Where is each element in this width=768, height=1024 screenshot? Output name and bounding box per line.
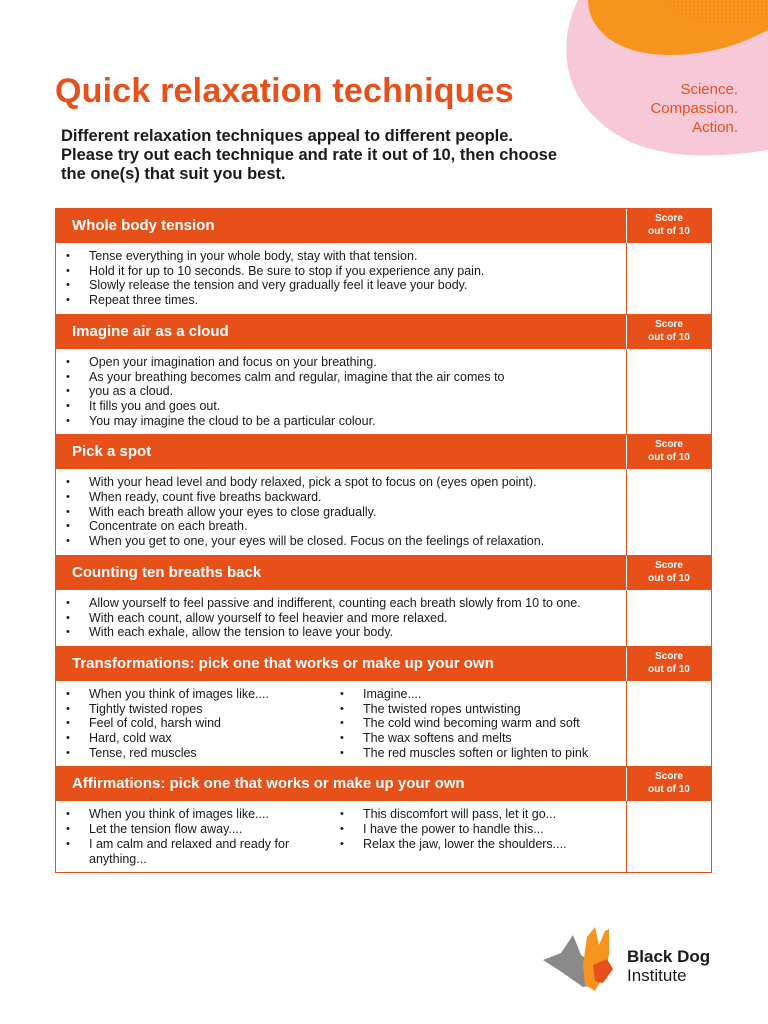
bullet-item: • Concentrate on each breath. — [66, 519, 544, 534]
score-label-line: out of 10 — [648, 331, 690, 343]
score-label-line: Score — [655, 439, 683, 451]
bullet-item: • With your head level and body relaxed, pick a spot to focus on (eyes open point). — [66, 475, 544, 490]
section-body — [56, 681, 711, 768]
bullet-list — [66, 596, 581, 640]
score-input-box[interactable] — [626, 590, 711, 646]
bullet-item: • When you think of images like.... — [66, 687, 340, 702]
bullet-item: • You may imagine the cloud to be a particular colour. — [66, 414, 505, 429]
score-label-line: Score — [655, 213, 683, 224]
bullet-list — [66, 249, 484, 308]
section-body — [56, 349, 711, 436]
bullet-item: • The red muscles soften or lighten to pink — [340, 746, 600, 761]
section-content — [56, 681, 626, 767]
section-body — [56, 590, 711, 647]
bullet-list — [66, 475, 544, 549]
section-title: Pick a spot — [72, 443, 152, 461]
bullet-item: • The cold wind becoming warm and soft — [340, 716, 600, 731]
section-title: Affirmations: pick one that works or make up your own — [72, 775, 465, 793]
bullet-item: • When ready, count five breaths backward. — [66, 490, 544, 505]
score-label-line: out of 10 — [648, 452, 690, 464]
section-title: Whole body tension — [72, 217, 215, 234]
logo-text — [627, 947, 710, 985]
tagline — [650, 80, 738, 137]
score-label-line: Score — [655, 559, 683, 571]
score-label-line: Score — [655, 650, 683, 662]
bullet-item: • Let the tension flow away.... — [66, 822, 340, 837]
bullet-item: • Slowly release the tension and very gradually feel it leave your body. — [66, 278, 484, 293]
score-label-line: Score — [655, 771, 683, 783]
score-label — [626, 647, 711, 681]
section-header — [56, 209, 711, 243]
bullet-list — [340, 687, 600, 761]
score-label-line: out of 10 — [648, 663, 690, 675]
section-content — [56, 469, 626, 555]
section-body — [56, 801, 711, 872]
section-header — [56, 315, 711, 349]
section-header — [56, 647, 711, 681]
score-input-box[interactable] — [626, 681, 711, 767]
bullet-item: • I am calm and relaxed and ready for anything... — [66, 837, 340, 866]
score-label-line: out of 10 — [648, 784, 690, 796]
bullet-item: • As your breathing becomes calm and regular, imagine that the air comes to — [66, 370, 505, 385]
score-label-line: out of 10 — [648, 226, 690, 237]
score-input-box[interactable] — [626, 801, 711, 872]
bullet-item: • Repeat three times. — [66, 293, 484, 308]
section-title: Transformations: pick one that works or make up your own — [72, 654, 494, 672]
score-label — [626, 315, 711, 349]
bullet-item: • Open your imagination and focus on your breathing. — [66, 355, 505, 370]
bullet-list — [66, 355, 505, 429]
bullet-item: • Imagine.... — [340, 687, 600, 702]
bullet-item: • Allow yourself to feel passive and indifferent, counting each breath slowly from 10 to one. — [66, 596, 581, 611]
bullet-item: • Feel of cold, harsh wind — [66, 716, 340, 731]
intro-text: Different relaxation techniques appeal to different people. Please try out each technique and rate it out of 10, then choose the one(s) that suit you best. — [61, 127, 558, 183]
bullet-list — [66, 687, 340, 761]
bullet-item: • It fills you and goes out. — [66, 399, 505, 414]
logo-line-2: Institute — [627, 966, 687, 985]
score-label — [626, 556, 711, 590]
bullet-item: • This discomfort will pass, let it go... — [340, 807, 600, 822]
bullet-item: • you as a cloud. — [66, 384, 505, 399]
bullet-item: • Tense, red muscles — [66, 746, 340, 761]
score-label — [626, 209, 711, 243]
section-content — [56, 349, 626, 435]
bullet-item: • With each exhale, allow the tension to leave your body. — [66, 625, 581, 640]
bullet-item: • With each breath allow your eyes to close gradually. — [66, 505, 544, 520]
score-label-line: Score — [655, 318, 683, 330]
bullet-list — [66, 807, 340, 866]
tagline-line: Action. — [692, 119, 738, 136]
logo-line-1: Black Dog — [627, 947, 711, 966]
score-label — [626, 435, 711, 469]
section-header — [56, 556, 711, 590]
section-content — [56, 801, 626, 872]
bullet-item: • The twisted ropes untwisting — [340, 702, 600, 717]
bullet-item: • When you think of images like.... — [66, 807, 340, 822]
section-title: Counting ten breaths back — [72, 563, 262, 581]
bullet-item: • Hold it for up to 10 seconds. Be sure to stop if you experience any pain. — [66, 264, 484, 279]
score-input-box[interactable] — [626, 469, 711, 555]
section-header — [56, 435, 711, 469]
bullet-list — [340, 807, 600, 866]
bullet-item: • With each count, allow yourself to feel heavier and more relaxed. — [66, 611, 581, 626]
bullet-item: • Tightly twisted ropes — [66, 702, 340, 717]
section-content — [56, 243, 626, 314]
bullet-item: • When you get to one, your eyes will be closed. Focus on the feelings of relaxation. — [66, 534, 544, 549]
score-input-box[interactable] — [626, 243, 711, 314]
bullet-item: • The wax softens and melts — [340, 731, 600, 746]
score-label-line: out of 10 — [648, 572, 690, 584]
section-title: Imagine air as a cloud — [72, 322, 229, 340]
techniques-table — [55, 208, 712, 873]
section-header — [56, 767, 711, 801]
bullet-item: • Hard, cold wax — [66, 731, 340, 746]
page-title: Quick relaxation techniques — [55, 72, 514, 110]
tagline-line: Science. — [680, 81, 738, 98]
bullet-item: • Tense everything in your whole body, stay with that tension. — [66, 249, 484, 264]
section-content — [56, 590, 626, 646]
bullet-item: • I have the power to handle this... — [340, 822, 600, 837]
section-body — [56, 469, 711, 556]
section-body — [56, 243, 711, 315]
tagline-line: Compassion. — [650, 100, 738, 117]
score-input-box[interactable] — [626, 349, 711, 435]
bullet-item: • Relax the jaw, lower the shoulders.... — [340, 837, 600, 852]
score-label — [626, 767, 711, 801]
